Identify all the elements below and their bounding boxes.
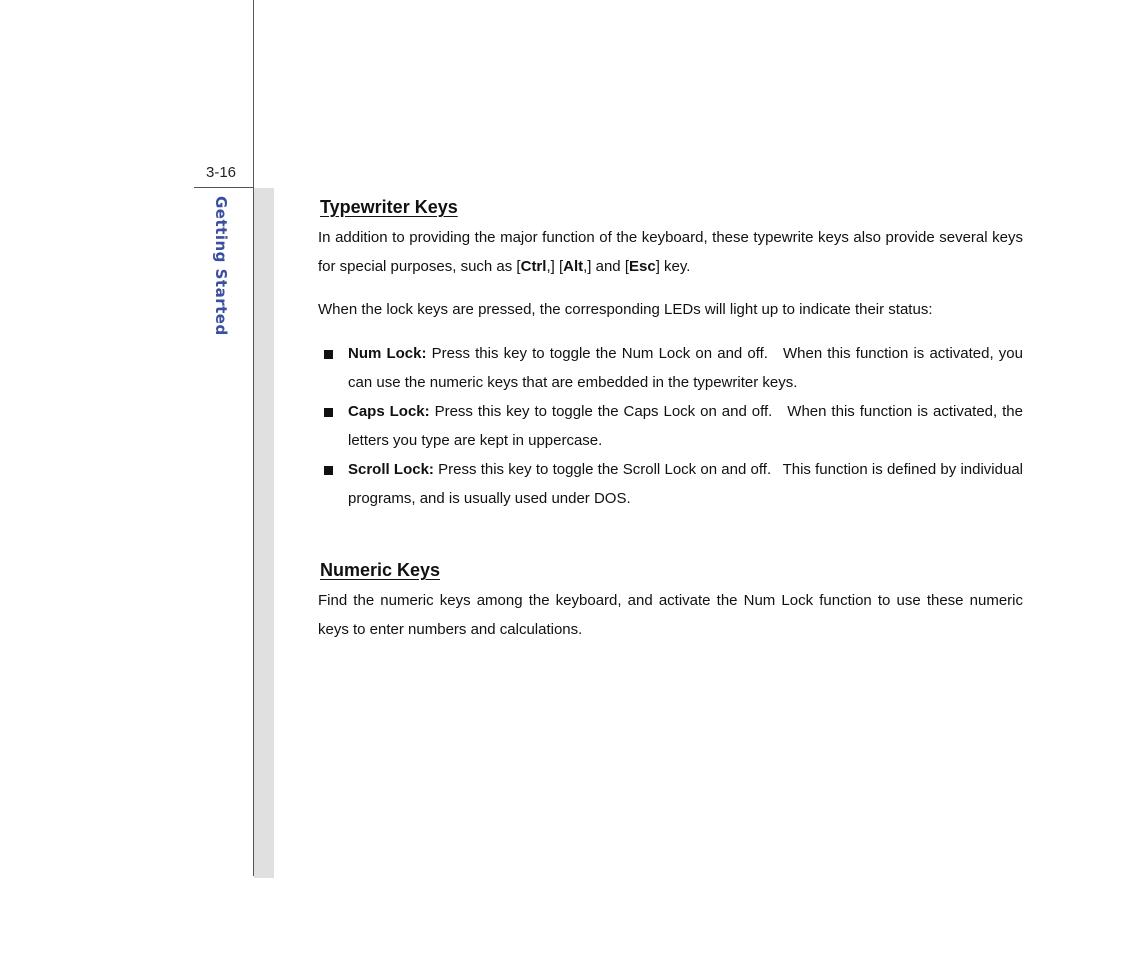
page-content — [318, 194, 1023, 644]
numeric-keys-heading: Numeric Keys — [320, 560, 441, 580]
caps-lock-label: Caps Lock: — [348, 403, 430, 420]
margin-gray-bar — [254, 188, 274, 878]
list-item-num-lock — [318, 339, 1023, 397]
num-lock-label: Num Lock: — [348, 345, 427, 362]
page-number-rule — [194, 187, 254, 188]
intro-text-4: ] key. — [655, 258, 691, 275]
numeric-keys-paragraph: Find the numeric keys among the keyboard, and activate the Num Lock function to use these numeric keys to enter numbers and calculations. — [318, 592, 1023, 638]
typewriter-intro-paragraph — [318, 223, 1023, 281]
list-item-caps-lock — [318, 397, 1023, 455]
square-bullet-icon — [324, 466, 333, 475]
caps-lock-text: Press this key to toggle the Caps Lock on and off. When this function is activated, the letters you type are kept in uppercase. — [348, 403, 1023, 449]
section-gap — [318, 513, 1023, 557]
esc-key-label: Esc — [629, 258, 656, 275]
scroll-lock-label: Scroll Lock: — [348, 461, 434, 478]
square-bullet-icon — [324, 408, 333, 417]
page-number: 3-16 — [206, 164, 237, 181]
typewriter-keys-heading: Typewriter Keys — [320, 197, 458, 217]
intro-text-2: ,] [ — [546, 258, 564, 275]
intro-text-3: ,] and [ — [583, 258, 629, 275]
square-bullet-icon — [324, 350, 333, 359]
alt-key-label: Alt — [563, 258, 584, 275]
ctrl-key-label: Ctrl — [520, 258, 547, 275]
num-lock-text: Press this key to toggle the Num Lock on and off. When this function is activated, you can use the numeric keys that are embedded in the typewriter keys. — [348, 345, 1023, 391]
lock-keys-intro: When the lock keys are pressed, the corresponding LEDs will light up to indicate their status: — [318, 301, 933, 318]
list-item-scroll-lock — [318, 455, 1023, 513]
scroll-lock-text: Press this key to toggle the Scroll Lock on and off. This function is defined by individual programs, and is usually used under DOS. — [348, 461, 1023, 507]
intro-text-1: In addition to providing the major function of the keyboard, these typewrite keys also provide several keys for special purposes, such as [ — [318, 229, 1023, 275]
lock-keys-list — [318, 339, 1023, 513]
section-label: Getting Started — [212, 196, 230, 336]
